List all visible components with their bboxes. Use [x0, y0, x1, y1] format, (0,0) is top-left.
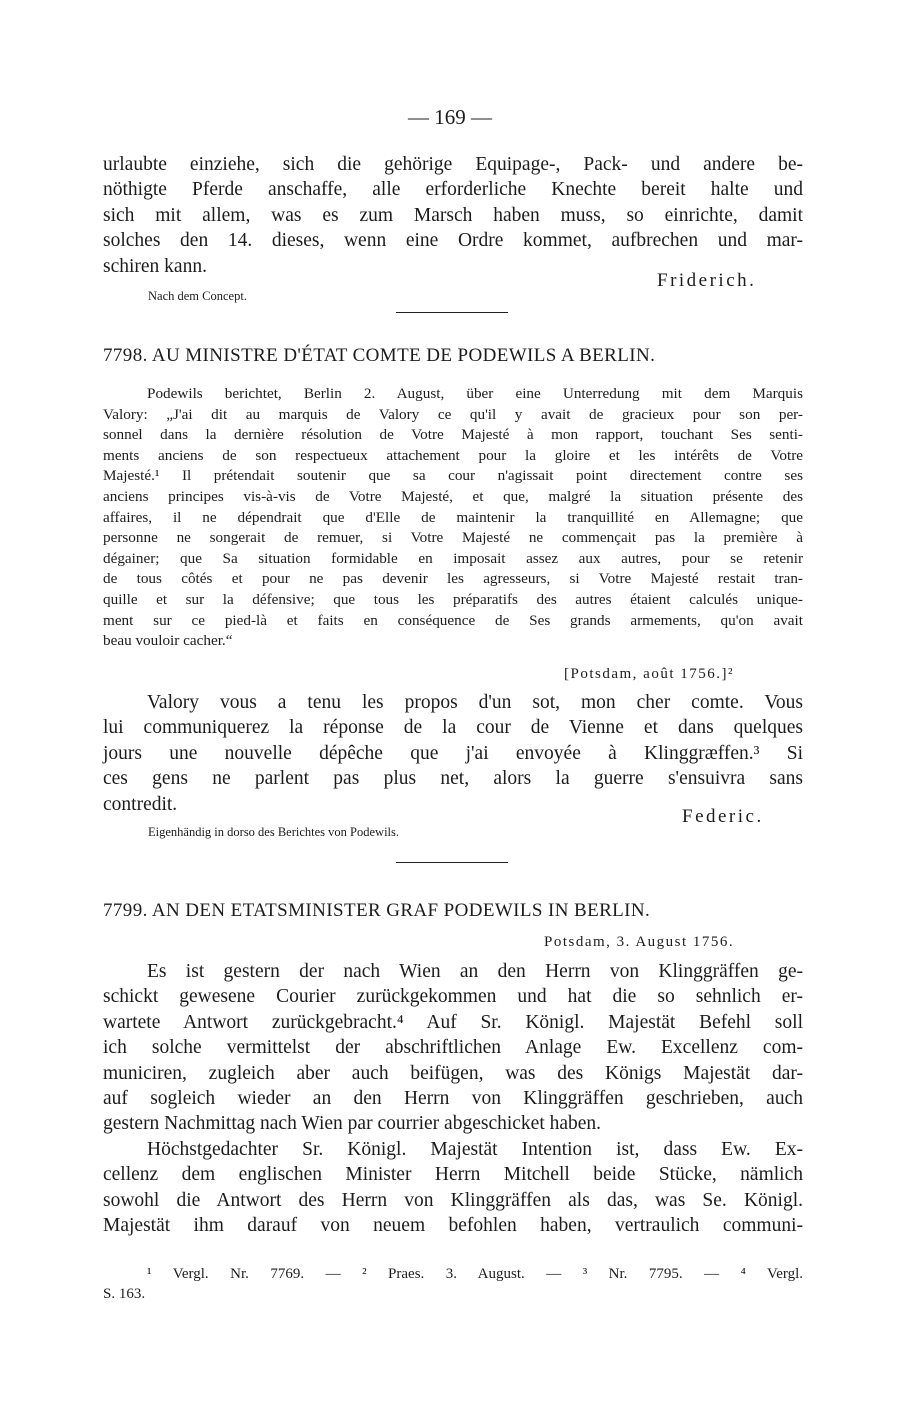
text-line: ment sur ce pied-là et faits en conséquence de Ses grands armements, qu'on avait	[103, 611, 803, 629]
text-line: sonnel dans la dernière résolution de Votre Majesté à mon rapport, touchant Ses senti-	[103, 426, 803, 444]
signature: Federic.	[682, 806, 764, 827]
section-divider	[396, 312, 508, 313]
text-line: jours une nouvelle dépêche que j'ai envoyée à Klinggræffen.³ Si	[103, 742, 803, 764]
text-line: solches den 14. dieses, wenn eine Ordre kommet, aufbrechen und mar-	[103, 230, 803, 252]
text-line: Podewils berichtet, Berlin 2. August, über eine Unterredung mit dem Marquis	[147, 385, 803, 402]
text-line: Valory: „J'ai dit au marquis de Valory ce qu'il y avait de gracieux pour son per-	[103, 405, 803, 423]
text-line: gestern Nachmittag nach Wien par courrier abgeschicket haben.	[103, 1113, 602, 1135]
text-line: lui communiquerez la réponse de la cour de Vienne et dans quelques	[103, 717, 803, 739]
page-number: — 169 —	[408, 105, 492, 129]
text-line: schiren kann.	[103, 255, 207, 277]
text-line: wartete Antwort zurückgebracht.⁴ Auf Sr. Königl. Majestät Befehl soll	[103, 1011, 803, 1033]
letter-date: Potsdam, 3. August 1756.	[544, 934, 735, 950]
continuation-paragraph	[103, 152, 803, 279]
section-divider	[396, 862, 508, 863]
text-line: Majestät ihm darauf von neuem befohlen haben, vertraulich communi-	[103, 1215, 803, 1237]
text-line: Valory vous a tenu les propos d'un sot, mon cher comte. Vous	[147, 692, 803, 713]
letter-date: [Potsdam, août 1756.]²	[564, 666, 734, 682]
letter-body	[103, 959, 803, 1238]
source-note: Nach dem Concept.	[148, 289, 247, 303]
text-line: ments anciens de son respectueux attachement pour la gloire et les intérêts de Votre	[103, 446, 803, 464]
letter-heading: 7798. AU MINISTRE D'ÉTAT COMTE DE PODEWILS A BERLIN.	[103, 345, 656, 366]
footnote-line: ¹ Vergl. Nr. 7769. — ² Praes. 3. August. — ³ Nr. 7795. — ⁴ Vergl.	[147, 1266, 803, 1282]
text-line: Höchstgedachter Sr. Königl. Majestät Intention ist, dass Ew. Ex-	[147, 1138, 803, 1160]
text-line: beau vouloir cacher.“	[103, 632, 233, 650]
text-line: quille et sur la défensive; que tous les préparatifs des autres étaient calculés unique-	[103, 590, 803, 608]
text-line: sich mit allem, was es zum Marsch haben muss, so einrichte, damit	[103, 204, 803, 226]
letter-body	[103, 690, 803, 817]
letter-heading: 7799. AN DEN ETATSMINISTER GRAF PODEWILS IN BERLIN.	[103, 900, 651, 921]
text-line: personne ne songerait de remuer, si Votre Majesté ne commençait pas la première à	[103, 529, 803, 547]
text-line: ces gens ne parlent pas plus net, alors la guerre s'ensuivra sans	[103, 768, 803, 790]
text-line: affaires, il ne dépendrait que d'Elle de maintenir la tranquillité en Allemagne; que	[103, 508, 803, 526]
text-line: Majesté.¹ Il prétendait soutenir que sa cour n'agissait point directement contre ses	[103, 467, 803, 485]
text-line: de tous côtés et pour ne pas devenir les agresseurs, si Votre Majesté restait tran-	[103, 570, 803, 588]
source-note: Eigenhändig in dorso des Berichtes von Podewils.	[148, 825, 400, 839]
text-line: contredit.	[103, 793, 178, 815]
text-line: dégainer; que Sa situation formidable en imposait assez aux autres, pour se retenir	[103, 549, 803, 567]
text-line: nöthigte Pferde anschaffe, alle erforderliche Knechte bereit halte und	[103, 179, 803, 201]
footnote-line: S. 163.	[103, 1286, 146, 1302]
text-line: Es ist gestern der nach Wien an den Herrn von Klinggräffen ge-	[147, 961, 803, 982]
text-line: ich solche vermittelst der abschriftlichen Anlage Ew. Excellenz com-	[103, 1037, 803, 1059]
report-summary	[103, 384, 803, 652]
text-line: anciens principes vis-à-vis de Votre Majesté, et que, malgré la situation présente des	[103, 487, 803, 505]
footnotes	[103, 1264, 803, 1304]
text-line: auf sogleich wieder an den Herrn von Klinggräffen geschrieben, auch	[103, 1088, 803, 1110]
text-line: cellenz dem englischen Minister Herrn Mitchell beide Stücke, nämlich	[103, 1164, 803, 1186]
text-line: municiren, zugleich aber auch beifügen, was des Königs Majestät dar-	[103, 1062, 803, 1084]
text-line: sowohl die Antwort des Herrn von Klinggräffen als das, was Se. Königl.	[103, 1189, 803, 1211]
text-line: urlaubte einziehe, sich die gehörige Equipage-, Pack- und andere be-	[103, 154, 803, 175]
text-line: schickt gewesene Courier zurückgekommen und hat die so sehnlich er-	[103, 986, 803, 1008]
signature: Friderich.	[657, 270, 757, 291]
